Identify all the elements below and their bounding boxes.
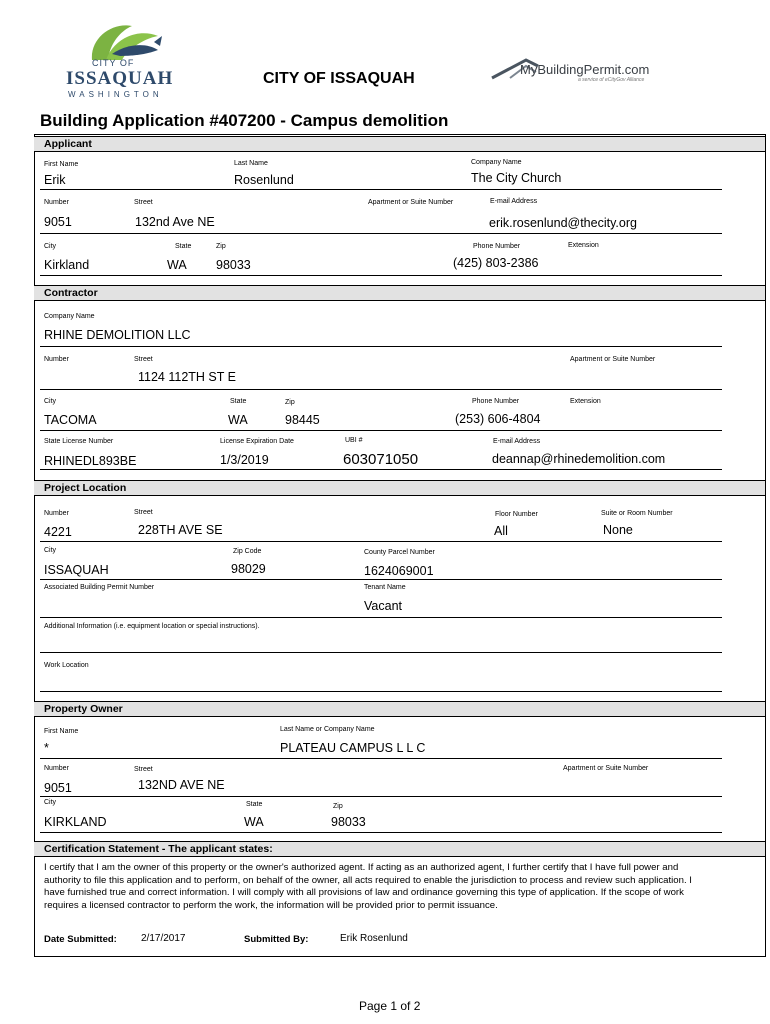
owner-first-name-label: First Name	[44, 728, 79, 735]
project-zip: 98029	[231, 562, 266, 576]
section-certification	[34, 841, 765, 857]
contractor-state-label: State	[230, 398, 247, 405]
project-tenant: Vacant	[364, 599, 402, 613]
project-city-label: City	[44, 547, 57, 554]
applicant-zip: 98033	[216, 258, 251, 272]
applicant-phone-label: Phone Number	[473, 243, 521, 250]
contractor-ext-label: Extension	[570, 398, 601, 405]
applicant-street-label: Street	[134, 199, 153, 206]
divider	[40, 430, 722, 431]
divider	[40, 189, 722, 190]
divider	[40, 691, 722, 692]
contractor-zip: 98445	[285, 413, 320, 427]
owner-number-label: Number	[44, 765, 69, 772]
applicant-company: The City Church	[471, 171, 562, 185]
certification-line: have furnished true and correct information. I will comply with all provisions of law and ordinance governing this type of application. If the scope of work	[44, 887, 684, 899]
page-number: Page 1 of 2	[359, 999, 421, 1013]
divider	[40, 233, 722, 234]
section-certification-title: Certification Statement - The applicant states:	[44, 843, 273, 855]
owner-zip-label: Zip	[333, 803, 343, 810]
project-city: ISSAQUAH	[44, 563, 109, 577]
project-additional-label: Additional Information (i.e. equipment location or special instructions).	[44, 623, 260, 630]
contractor-zip-label: Zip	[285, 399, 295, 406]
contractor-state: WA	[228, 413, 248, 427]
divider	[40, 469, 722, 470]
applicant-ext-label: Extension	[568, 242, 599, 249]
logo-issaquah: ISSAQUAH	[66, 68, 174, 89]
owner-zip: 98033	[331, 815, 366, 829]
owner-street-label: Street	[134, 766, 153, 773]
project-parcel: 1624069001	[364, 564, 434, 578]
certification-line: I certify that I am the owner of this property or the owner's authorized agent. If acting as an authorized agent, I further certify that I have full power and	[44, 862, 679, 873]
applicant-email: erik.rosenlund@thecity.org	[489, 216, 637, 230]
contractor-ubi: 603071050	[343, 451, 419, 468]
submitted-by: Erik Rosenlund	[340, 933, 408, 944]
contractor-company-label: Company Name	[44, 313, 95, 320]
contractor-street-label: Street	[134, 356, 153, 363]
date-submitted-label: Date Submitted:	[44, 934, 117, 945]
applicant-last-name-label: Last Name	[234, 160, 268, 167]
project-work-location-label: Work Location	[44, 662, 89, 669]
divider	[40, 832, 722, 833]
applicant-apt-label: Apartment or Suite Number	[368, 199, 454, 206]
contractor-license: RHINEDL893BE	[44, 454, 137, 468]
date-submitted: 2/17/2017	[141, 933, 186, 944]
owner-city: KIRKLAND	[44, 815, 107, 829]
contractor-city: TACOMA	[44, 413, 97, 427]
form-frame	[34, 134, 766, 957]
owner-number: 9051	[44, 781, 72, 795]
project-zip-label: Zip Code	[233, 548, 262, 555]
applicant-first-name-label: First Name	[44, 161, 79, 168]
applicant-number-label: Number	[44, 199, 69, 206]
owner-last-name-label: Last Name or Company Name	[280, 726, 375, 733]
contractor-number-label: Number	[44, 356, 69, 363]
applicant-state-label: State	[175, 243, 192, 250]
owner-state: WA	[244, 815, 264, 829]
logo-washington: WASHINGTON	[68, 90, 163, 99]
project-suite-label: Suite or Room Number	[601, 510, 673, 517]
contractor-apt-label: Apartment or Suite Number	[570, 356, 656, 363]
owner-state-label: State	[246, 801, 263, 808]
divider	[40, 617, 722, 618]
owner-first-name: *	[44, 741, 49, 755]
contractor-ubi-label: UBI #	[345, 437, 363, 444]
project-assoc-permit-label: Associated Building Permit Number	[44, 584, 155, 591]
section-contractor-title: Contractor	[44, 287, 98, 299]
applicant-street: 132nd Ave NE	[135, 215, 215, 229]
contractor-street: 1124 112TH ST E	[138, 370, 236, 384]
section-contractor	[34, 285, 765, 301]
contractor-expiration: 1/3/2019	[220, 453, 269, 467]
mybuildingpermit-logo	[490, 50, 660, 86]
divider	[40, 579, 722, 580]
contractor-license-label: State License Number	[44, 438, 114, 445]
project-suite: None	[603, 523, 633, 537]
applicant-number: 9051	[44, 215, 72, 229]
contractor-email: deannap@rhinedemolition.com	[492, 452, 666, 466]
section-applicant	[34, 136, 765, 152]
divider	[40, 758, 722, 759]
project-street-label: Street	[134, 509, 153, 516]
city-title: CITY OF ISSAQUAH	[263, 70, 415, 87]
project-tenant-label: Tenant Name	[364, 584, 406, 591]
project-floor-label: Floor Number	[495, 511, 538, 518]
section-property-owner	[34, 701, 765, 717]
contractor-phone-label: Phone Number	[472, 398, 520, 405]
applicant-email-label: E-mail Address	[490, 198, 538, 205]
divider	[40, 346, 722, 347]
owner-last-name: PLATEAU CAMPUS L L C	[280, 741, 426, 755]
contractor-company: RHINE DEMOLITION LLC	[44, 328, 191, 342]
logo-city-of: CITY OF	[92, 58, 135, 68]
applicant-last-name: Rosenlund	[234, 173, 294, 187]
project-number-label: Number	[44, 510, 69, 517]
divider	[40, 796, 722, 797]
divider	[40, 275, 722, 276]
section-applicant-title: Applicant	[44, 138, 92, 150]
owner-apt-label: Apartment or Suite Number	[563, 765, 649, 772]
section-project-title: Project Location	[44, 482, 127, 494]
certification-line: authority to file this application and to perform, on behalf of the owner, all acts required to enable the jurisdiction to process and review such application. I	[44, 874, 692, 886]
certification-text	[44, 862, 756, 913]
contractor-expiration-label: License Expiration Date	[220, 438, 294, 445]
mbp-tagline: a service of eCityGov Alliance	[578, 77, 645, 83]
contractor-phone: (253) 606-4804	[455, 412, 541, 426]
application-title: Building Application #407200 - Campus demolition	[40, 111, 449, 130]
divider	[40, 652, 722, 653]
section-project-location	[34, 480, 765, 496]
section-owner-title: Property Owner	[44, 703, 123, 715]
applicant-city: Kirkland	[44, 258, 90, 272]
applicant-city-label: City	[44, 243, 57, 250]
applicant-first-name: Erik	[44, 173, 66, 187]
certification-line: requires a licensed contractor to perform the work, the information will be provided prior to permit issuance.	[44, 900, 498, 912]
divider	[40, 541, 722, 542]
project-number: 4221	[44, 525, 72, 539]
applicant-phone: (425) 803-2386	[453, 256, 539, 270]
mbp-brand: MyBuildingPermit.com	[520, 62, 650, 77]
submitted-by-label: Submitted By:	[244, 934, 309, 945]
city-logo	[62, 16, 182, 100]
owner-street: 132ND AVE NE	[138, 778, 225, 792]
project-street: 228TH AVE SE	[138, 523, 223, 537]
project-floor: All	[494, 524, 508, 538]
applicant-zip-label: Zip	[216, 243, 226, 250]
project-parcel-label: County Parcel Number	[364, 549, 435, 556]
applicant-state: WA	[167, 258, 187, 272]
contractor-city-label: City	[44, 398, 57, 405]
contractor-email-label: E-mail Address	[493, 438, 541, 445]
applicant-company-label: Company Name	[471, 159, 522, 166]
divider	[40, 389, 722, 390]
owner-city-label: City	[44, 799, 57, 806]
